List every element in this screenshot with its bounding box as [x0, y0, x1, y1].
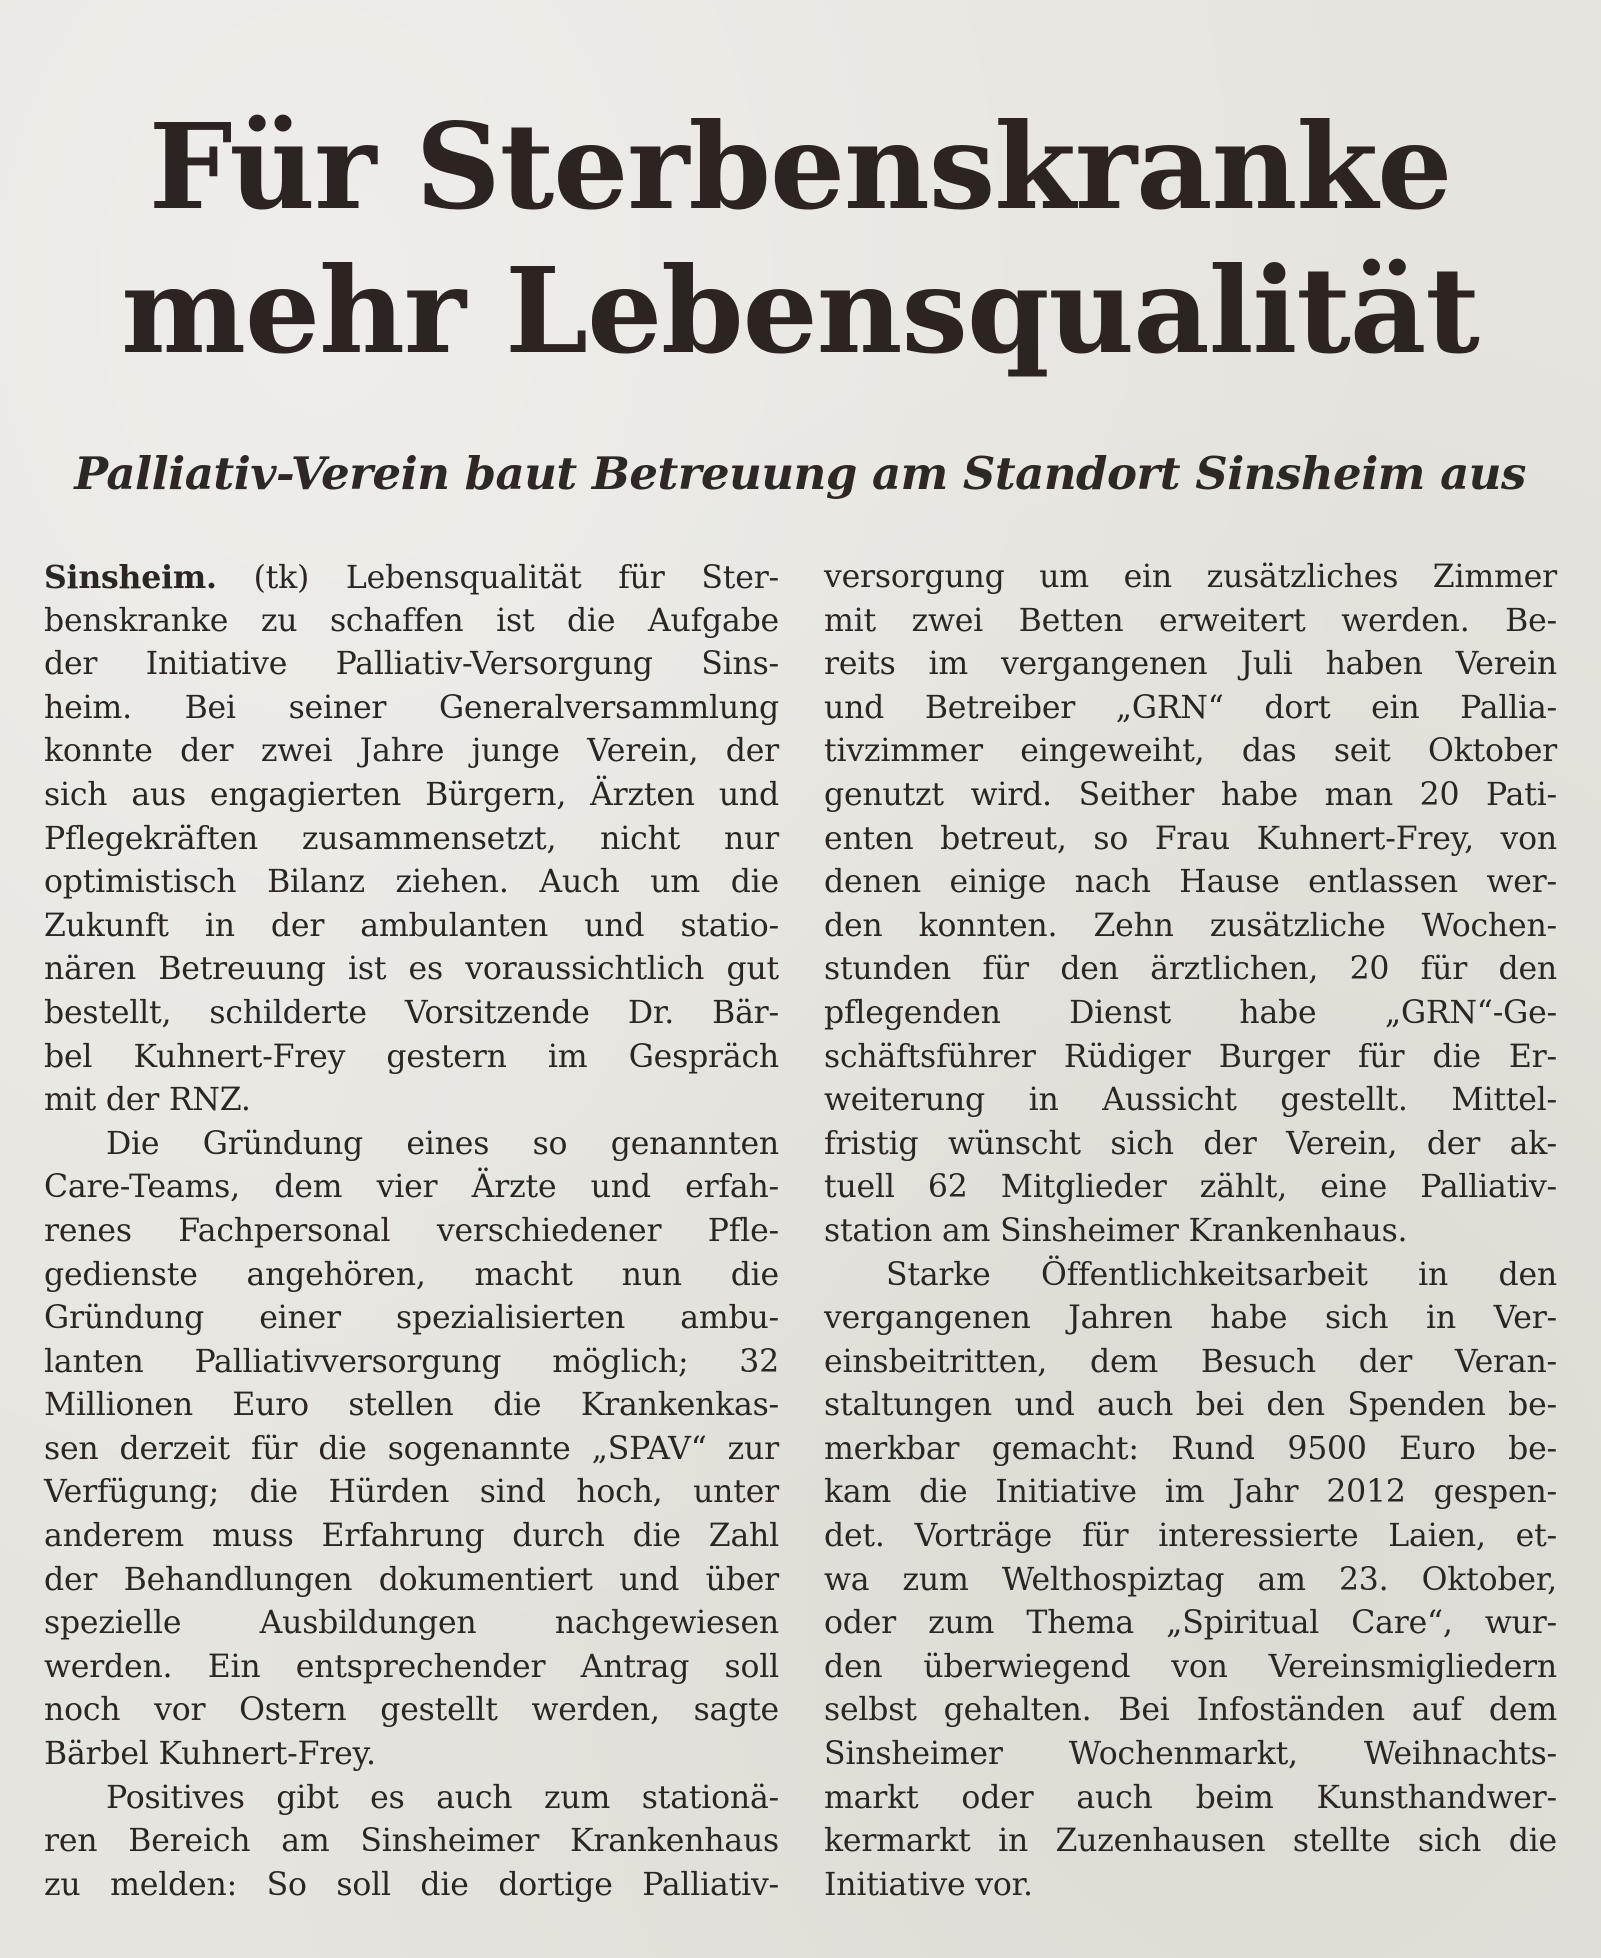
article-line: stunden für den ärztlichen, 20 für den: [824, 951, 1557, 988]
article-line: der Behandlungen dokumentiert und über: [44, 1561, 779, 1598]
article-line: Millionen Euro stellen die Krankenkas-: [44, 1387, 779, 1424]
article-line: wa zum Welthospiztag am 23. Oktober,: [824, 1561, 1557, 1598]
article-line: staltungen und auch bei den Spenden be-: [824, 1387, 1557, 1424]
article-line: bestellt, schilderte Vorsitzende Dr. Bär-: [44, 994, 779, 1031]
article-line: zu melden: So soll die dortige Palliativ-: [44, 1866, 779, 1903]
article-line: versorgung um ein zusätzliches Zimmer: [824, 559, 1557, 595]
article-line: fristig wünscht sich der Verein, der ak-: [824, 1125, 1557, 1162]
article-line: enten betreut, so Frau Kuhnert-Frey, von: [824, 820, 1557, 857]
article-line: den konnten. Zehn zusätzliche Wochen-: [824, 907, 1557, 944]
article-line: nären Betreuung ist es voraussichtlich gut: [44, 951, 779, 988]
article-line: schäftsführer Rüdiger Burger für die Er-: [824, 1038, 1557, 1075]
article-line-text: (tk) Lebensqualität für Ster-: [216, 560, 779, 596]
subheadline: Palliativ-Verein baut Betreuung am Standort Sinsheim aus: [74, 447, 1526, 500]
article-line: selbst gehalten. Bei Infoständen auf dem: [824, 1692, 1557, 1729]
article-line: lanten Palliativversorgung möglich; 32: [44, 1343, 779, 1380]
headline-line-1: Für Sterbenskranke: [148, 97, 1452, 236]
article-line: denen einige nach Hause entlassen wer-: [824, 864, 1557, 901]
article-line: spezielle Ausbildungen nachgewiesen: [44, 1605, 779, 1642]
article-line: sen derzeit für die sogenannte „SPAV“ zur: [44, 1430, 779, 1467]
article-line: Sinsheimer Wochenmarkt, Weihnachts-: [824, 1736, 1557, 1773]
article-line: Gründung einer spezialisierten ambu-: [44, 1300, 779, 1337]
article-line: Initiative vor.: [824, 1866, 1033, 1903]
article-line: der Initiative Palliativ-Versorgung Sins-: [44, 646, 779, 683]
article-line: station am Sinsheimer Krankenhaus.: [824, 1212, 1408, 1249]
article-line: kermarkt in Zuzenhausen stellte sich die: [824, 1823, 1557, 1860]
article-line: Starke Öffentlichkeitsarbeit in den: [886, 1256, 1557, 1293]
article-line: konnte der zwei Jahre junge Verein, der: [44, 733, 779, 770]
article-line: anderem muss Erfahrung durch die Zahl: [44, 1518, 779, 1555]
article-line: noch vor Ostern gestellt werden, sagte: [44, 1692, 779, 1729]
article-line: reits im vergangenen Juli haben Verein: [824, 646, 1557, 683]
article-line: bel Kuhnert-Frey gestern im Gespräch: [44, 1038, 779, 1075]
article-line: Verfügung; die Hürden sind hoch, unter: [44, 1474, 779, 1511]
article-line: Bärbel Kuhnert-Frey.: [44, 1736, 376, 1773]
headline-line-2: mehr Lebensqualität: [121, 241, 1479, 380]
article-line: merkbar gemacht: Rund 9500 Euro be-: [824, 1430, 1557, 1467]
article-line: Care-Teams, dem vier Ärzte und erfah-: [44, 1169, 779, 1206]
article-line: weiterung in Aussicht gestellt. Mittel-: [824, 1082, 1557, 1119]
article-line: optimistisch Bilanz ziehen. Auch um die: [44, 864, 779, 901]
dateline: Sinsheim.: [44, 559, 217, 596]
article-line: gedienste angehören, macht nun die: [44, 1256, 779, 1293]
article-line: tivzimmer eingeweiht, das seit Oktober: [824, 733, 1557, 770]
article-line: und Betreiber „GRN“ dort ein Pallia-: [824, 689, 1557, 726]
article-column-left: [44, 556, 779, 1907]
article-column-right: [824, 556, 1557, 1907]
article-line: [44, 556, 779, 600]
article-line: pflegenden Dienst habe „GRN“-Ge-: [824, 994, 1557, 1031]
article-line: genutzt wird. Seither habe man 20 Pati-: [824, 776, 1557, 813]
article-line: oder zum Thema „Spiritual Care“, wur-: [824, 1605, 1557, 1642]
article-line: den überwiegend von Vereinsmigliedern: [824, 1648, 1557, 1685]
article-line: det. Vorträge für interessierte Laien, et-: [824, 1518, 1557, 1555]
article-line: markt oder auch beim Kunsthandwer-: [824, 1779, 1557, 1816]
article-line: kam die Initiative im Jahr 2012 gespen-: [824, 1474, 1557, 1511]
article-line: ren Bereich am Sinsheimer Krankenhaus: [44, 1823, 779, 1860]
article-line: Zukunft in der ambulanten und statio-: [44, 907, 779, 944]
article-line: Positives gibt es auch zum stationä-: [106, 1779, 779, 1816]
article-line: sich aus engagierten Bürgern, Ärzten und: [44, 776, 779, 813]
article-line: einsbeitritten, dem Besuch der Veran-: [824, 1343, 1557, 1380]
headline: [60, 95, 1540, 383]
article-line: Pflegekräften zusammensetzt, nicht nur: [44, 820, 779, 857]
article-line: tuell 62 Mitglieder zählt, eine Palliativ-: [824, 1169, 1557, 1206]
article-line: heim. Bei seiner Generalversammlung: [44, 689, 779, 726]
article-line: Die Gründung eines so genannten: [106, 1125, 779, 1162]
article-line: mit der RNZ.: [44, 1082, 251, 1119]
article-line: renes Fachpersonal verschiedener Pfle-: [44, 1212, 779, 1249]
article-line: benskranke zu schaffen ist die Aufgabe: [44, 602, 779, 639]
article-line: mit zwei Betten erweitert werden. Be-: [824, 602, 1557, 639]
article-line: werden. Ein entsprechender Antrag soll: [44, 1648, 779, 1685]
article-line: vergangenen Jahren habe sich in Ver-: [824, 1300, 1557, 1337]
